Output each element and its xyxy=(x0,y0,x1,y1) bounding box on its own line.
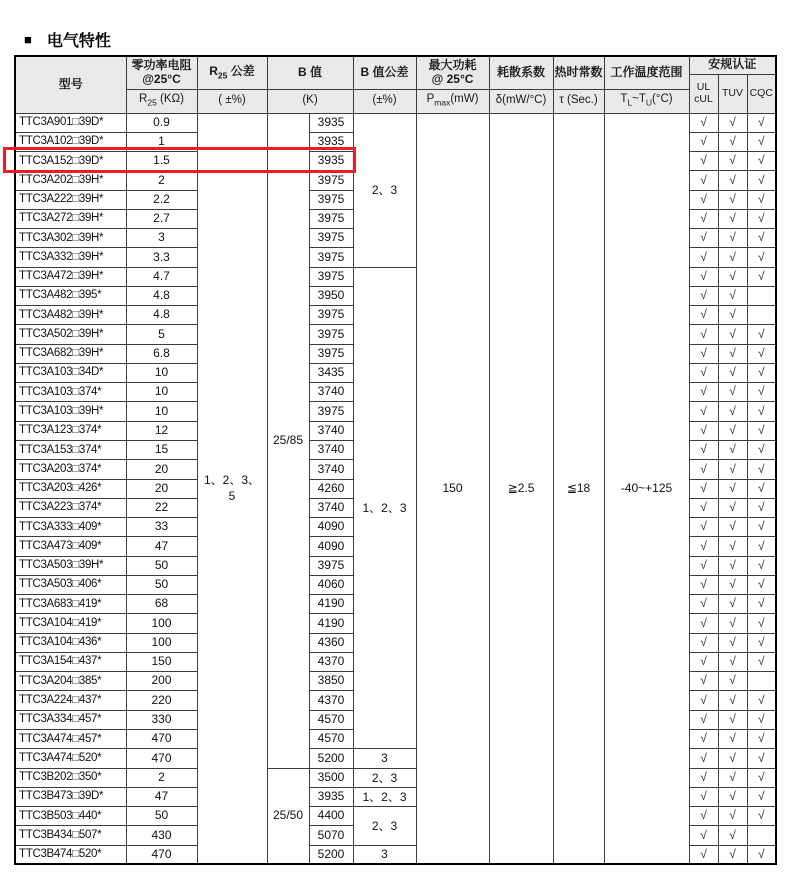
section-title-text: 电气特性 xyxy=(46,33,111,50)
cert-tuv-cell: √ xyxy=(718,171,747,190)
cert-ul-cell: √ xyxy=(689,325,718,344)
cert-tuv-cell: √ xyxy=(718,710,747,729)
cert-ul-cell: √ xyxy=(689,306,718,325)
b-value-cell: 4370 xyxy=(309,691,353,710)
cert-ul-cell: √ xyxy=(689,845,718,864)
cert-cqc-cell: √ xyxy=(747,209,776,228)
header-cert-cqc: CQC xyxy=(747,74,776,113)
b-value-cell: 3935 xyxy=(309,787,353,806)
b-value-cell: 3975 xyxy=(309,556,353,575)
cert-ul-cell: √ xyxy=(689,286,718,305)
cert-cqc-cell xyxy=(747,286,776,305)
unit-pmax: $P_{max}(mW)$ xyxy=(416,89,489,113)
header-max-power-line2: @ 25°C xyxy=(431,71,474,86)
r25-cell: 6.8 xyxy=(126,344,197,363)
header-thermal-time: 热时常数 xyxy=(553,56,604,89)
cert-cqc-cell: √ xyxy=(747,749,776,768)
b-tolerance-cell: 2、3 xyxy=(353,807,416,846)
cert-cqc-cell: √ xyxy=(747,132,776,151)
r25-cell: 15 xyxy=(126,441,197,460)
b-value-cell: 5200 xyxy=(309,749,353,768)
cert-cqc-cell: √ xyxy=(747,421,776,440)
r25-cell: 470 xyxy=(126,730,197,749)
b-test-temp-cell: 25/85 xyxy=(267,113,309,768)
header-cert-ulcul: UL cUL xyxy=(689,74,718,113)
cert-ul-cell: √ xyxy=(689,807,718,826)
r25-cell: 100 xyxy=(126,614,197,633)
model-cell: TTC3A474□520* xyxy=(15,749,126,768)
pmax-cell: 150 xyxy=(416,113,489,864)
b-value-cell: 4260 xyxy=(309,479,353,498)
r25-cell: 470 xyxy=(126,749,197,768)
model-cell: TTC3A473□409* xyxy=(15,537,126,556)
model-cell: TTC3A332□39H* xyxy=(15,248,126,267)
unit-thermal-time: τ (Sec.) xyxy=(553,89,604,113)
cert-tuv-cell: √ xyxy=(718,113,747,132)
r25-cell: 5 xyxy=(126,325,197,344)
cert-ul-cell: √ xyxy=(689,826,718,845)
cert-cqc-cell: √ xyxy=(747,614,776,633)
cert-tuv-cell: √ xyxy=(718,325,747,344)
header-cert-tuv: TUV xyxy=(718,74,747,113)
cert-tuv-cell: √ xyxy=(718,672,747,691)
b-value-cell: 3740 xyxy=(309,460,353,479)
cert-tuv-cell: √ xyxy=(718,229,747,248)
b-tolerance-cell: 3 xyxy=(353,845,416,864)
cert-tuv-cell: √ xyxy=(718,595,747,614)
r25-cell: 0.9 xyxy=(126,113,197,132)
cert-tuv-cell: √ xyxy=(718,383,747,402)
section-title xyxy=(24,28,111,51)
header-cert: 安规认证 xyxy=(689,56,776,74)
r25-cell: 4.8 xyxy=(126,286,197,305)
b-value-cell: 3740 xyxy=(309,441,353,460)
cert-cqc-cell: √ xyxy=(747,248,776,267)
cert-ul-cell: √ xyxy=(689,248,718,267)
model-cell: TTC3A103□39H* xyxy=(15,402,126,421)
cert-ul-cell: √ xyxy=(689,190,718,209)
cert-tuv-cell: √ xyxy=(718,363,747,382)
r25-cell: 4.7 xyxy=(126,267,197,286)
r25-cell: 430 xyxy=(126,826,197,845)
header-b-value: B 值 xyxy=(267,56,353,89)
model-cell: TTC3A103□34D* xyxy=(15,363,126,382)
b-value-cell: 4370 xyxy=(309,652,353,671)
cert-ul-cell: √ xyxy=(689,768,718,787)
temp-range-cell: -40~+125 xyxy=(604,113,689,864)
b-value-cell: 3975 xyxy=(309,344,353,363)
b-value-cell: 4190 xyxy=(309,595,353,614)
r25-cell: 2.7 xyxy=(126,209,197,228)
r25-cell: 47 xyxy=(126,787,197,806)
b-value-cell: 3850 xyxy=(309,672,353,691)
cert-ul-cell: √ xyxy=(689,787,718,806)
cert-cqc-cell xyxy=(747,826,776,845)
model-cell: TTC3A202□39H* xyxy=(15,171,126,190)
r25-cell: 10 xyxy=(126,383,197,402)
cert-tuv-cell: √ xyxy=(718,460,747,479)
cert-cqc-cell: √ xyxy=(747,537,776,556)
cert-tuv-cell: √ xyxy=(718,556,747,575)
b-value-cell: 3935 xyxy=(309,132,353,151)
model-cell: TTC3B473□39D* xyxy=(15,787,126,806)
r25-cell: 22 xyxy=(126,498,197,517)
r25-cell: 220 xyxy=(126,691,197,710)
b-test-temp-cell: 25/50 xyxy=(267,768,309,864)
model-cell: TTC3A123□374* xyxy=(15,421,126,440)
cert-tuv-cell: √ xyxy=(718,537,747,556)
cert-tuv-cell: √ xyxy=(718,768,747,787)
model-cell: TTC3A203□426* xyxy=(15,479,126,498)
cert-cqc-cell: √ xyxy=(747,441,776,460)
model-cell: TTC3A102□39D* xyxy=(15,132,126,151)
b-tolerance-cell: 1、2、3 xyxy=(353,787,416,806)
r25-cell: 12 xyxy=(126,421,197,440)
r25-cell: 4.8 xyxy=(126,306,197,325)
cert-tuv-cell: √ xyxy=(718,248,747,267)
cert-tuv-cell: √ xyxy=(718,498,747,517)
b-value-cell: 3935 xyxy=(309,113,353,132)
cert-ul-cell: √ xyxy=(689,209,718,228)
r25-cell: 50 xyxy=(126,556,197,575)
unit-temp-range: $T_L\sim T_U(^\circ C)$ xyxy=(604,89,689,113)
header-b-tolerance: B 值公差 xyxy=(353,56,416,89)
spec-table xyxy=(14,55,777,865)
model-cell: TTC3A503□39H* xyxy=(15,556,126,575)
cert-ul-cell: √ xyxy=(689,267,718,286)
r25-cell: 3.3 xyxy=(126,248,197,267)
cert-cqc-cell: √ xyxy=(747,344,776,363)
cert-ul-cell: √ xyxy=(689,652,718,671)
cert-cqc-cell: √ xyxy=(747,768,776,787)
unit-b-value: (K) xyxy=(267,89,353,113)
unit-r25-tolerance: ( ±%) xyxy=(197,89,267,113)
b-value-cell: 3975 xyxy=(309,325,353,344)
cert-ul-cell: √ xyxy=(689,171,718,190)
model-cell: TTC3B202□350* xyxy=(15,768,126,787)
header-r25-tolerance: $R_{25}$ 公差 xyxy=(197,56,267,89)
r25-cell: 3 xyxy=(126,229,197,248)
cert-tuv-cell: √ xyxy=(718,267,747,286)
cert-cqc-cell: √ xyxy=(747,633,776,652)
cert-cqc-cell: √ xyxy=(747,113,776,132)
cert-ul-cell: √ xyxy=(689,710,718,729)
model-cell: TTC3A474□457* xyxy=(15,730,126,749)
model-cell: TTC3A683□419* xyxy=(15,595,126,614)
header-max-power-line1: 最大功耗 xyxy=(428,57,477,72)
cert-tuv-cell: √ xyxy=(718,421,747,440)
cert-cqc-cell: √ xyxy=(747,556,776,575)
cert-cqc-cell: √ xyxy=(747,267,776,286)
b-value-cell: 4090 xyxy=(309,518,353,537)
cert-cqc-cell: √ xyxy=(747,460,776,479)
b-value-cell: 3950 xyxy=(309,286,353,305)
r25-cell: 10 xyxy=(126,402,197,421)
cert-cqc-cell: √ xyxy=(747,691,776,710)
model-cell: TTC3A472□39H* xyxy=(15,267,126,286)
header-zero-power-resistance-line1: 零功率电阻 xyxy=(131,57,192,72)
cert-cqc-cell: √ xyxy=(747,575,776,594)
cert-cqc-cell: √ xyxy=(747,710,776,729)
cert-tuv-cell: √ xyxy=(718,730,747,749)
cert-ul-cell: √ xyxy=(689,537,718,556)
cert-cqc-cell: √ xyxy=(747,518,776,537)
model-cell: TTC3A222□39H* xyxy=(15,190,126,209)
header-operating-temp: 工作温度范围 xyxy=(604,56,689,89)
model-cell: TTC3A104□419* xyxy=(15,614,126,633)
r25-cell: 2 xyxy=(126,768,197,787)
cert-tuv-cell: √ xyxy=(718,614,747,633)
cert-tuv-cell: √ xyxy=(718,286,747,305)
cert-cqc-cell: √ xyxy=(747,363,776,382)
cert-ul-cell: √ xyxy=(689,614,718,633)
square-bullet-icon: ■ xyxy=(24,32,32,47)
r25-cell: 47 xyxy=(126,537,197,556)
cert-ul-cell: √ xyxy=(689,344,718,363)
b-tolerance-cell: 3 xyxy=(353,749,416,768)
model-cell: TTC3A682□39H* xyxy=(15,344,126,363)
r25-cell: 470 xyxy=(126,845,197,864)
cert-ul-cell: √ xyxy=(689,229,718,248)
cert-tuv-cell: √ xyxy=(718,518,747,537)
cert-tuv-cell: √ xyxy=(718,209,747,228)
r25-cell: 2 xyxy=(126,171,197,190)
unit-r25: $R_{25}$ (KΩ) xyxy=(126,89,197,113)
cert-tuv-cell: √ xyxy=(718,807,747,826)
table-header xyxy=(15,56,776,113)
b-value-cell: 5200 xyxy=(309,845,353,864)
model-cell: TTC3A152□39D* xyxy=(15,152,126,171)
model-cell: TTC3B474□520* xyxy=(15,845,126,864)
r25-cell: 100 xyxy=(126,633,197,652)
unit-b-tolerance: (±%) xyxy=(353,89,416,113)
cert-cqc-cell: √ xyxy=(747,787,776,806)
model-cell: TTC3A482□395* xyxy=(15,286,126,305)
table-body xyxy=(15,113,776,864)
header-model: 型号 xyxy=(15,56,126,113)
cert-ul-cell: √ xyxy=(689,132,718,151)
thermal-time-cell: ≦18 xyxy=(553,113,604,864)
cert-ul-cell: √ xyxy=(689,402,718,421)
model-cell: TTC3A272□39H* xyxy=(15,209,126,228)
b-value-cell: 3975 xyxy=(309,267,353,286)
cert-ul-cell: √ xyxy=(689,672,718,691)
r25-cell: 1.5 xyxy=(126,152,197,171)
cert-ul-cell: √ xyxy=(689,556,718,575)
cert-cqc-cell xyxy=(747,672,776,691)
b-value-cell: 4400 xyxy=(309,807,353,826)
cert-ul-cell: √ xyxy=(689,363,718,382)
model-cell: TTC3A154□437* xyxy=(15,652,126,671)
cert-tuv-cell: √ xyxy=(718,190,747,209)
cert-ul-cell: √ xyxy=(689,575,718,594)
cert-cqc-cell: √ xyxy=(747,807,776,826)
r25-cell: 2.2 xyxy=(126,190,197,209)
cert-tuv-cell: √ xyxy=(718,652,747,671)
cert-tuv-cell: √ xyxy=(718,575,747,594)
model-cell: TTC3B503□440* xyxy=(15,807,126,826)
cert-ul-cell: √ xyxy=(689,421,718,440)
cert-tuv-cell: √ xyxy=(718,749,747,768)
b-value-cell: 3975 xyxy=(309,248,353,267)
b-value-cell: 3500 xyxy=(309,768,353,787)
b-value-cell: 4090 xyxy=(309,537,353,556)
model-cell: TTC3A502□39H* xyxy=(15,325,126,344)
r25-cell: 200 xyxy=(126,672,197,691)
model-cell: TTC3B434□507* xyxy=(15,826,126,845)
model-cell: TTC3A204□385* xyxy=(15,672,126,691)
cert-cqc-cell: √ xyxy=(747,479,776,498)
r25-cell: 150 xyxy=(126,652,197,671)
r25-cell: 330 xyxy=(126,710,197,729)
r25-cell: 68 xyxy=(126,595,197,614)
b-tolerance-cell: 1、2、3 xyxy=(353,267,416,749)
cert-cqc-cell xyxy=(747,306,776,325)
model-cell: TTC3A104□436* xyxy=(15,633,126,652)
cert-tuv-cell: √ xyxy=(718,845,747,864)
r25-cell: 1 xyxy=(126,132,197,151)
header-max-power xyxy=(416,56,489,89)
cert-cqc-cell: √ xyxy=(747,325,776,344)
cert-ul-cell: √ xyxy=(689,383,718,402)
model-cell: TTC3A223□374* xyxy=(15,498,126,517)
b-value-cell: 3740 xyxy=(309,421,353,440)
r25-cell: 20 xyxy=(126,479,197,498)
b-value-cell: 3975 xyxy=(309,306,353,325)
r25-cell: 50 xyxy=(126,807,197,826)
b-tolerance-cell: 2、3 xyxy=(353,113,416,267)
cert-tuv-cell: √ xyxy=(718,402,747,421)
header-zero-power-resistance-line2: @25°C xyxy=(142,71,181,86)
model-cell: TTC3A302□39H* xyxy=(15,229,126,248)
cert-ul-cell: √ xyxy=(689,595,718,614)
cert-cqc-cell: √ xyxy=(747,845,776,864)
b-value-cell: 3935 xyxy=(309,152,353,171)
cert-tuv-cell: √ xyxy=(718,633,747,652)
header-dissipation: 耗散系数 xyxy=(489,56,553,89)
model-cell: TTC3A334□457* xyxy=(15,710,126,729)
b-tolerance-cell: 2、3 xyxy=(353,768,416,787)
b-value-cell: 4190 xyxy=(309,614,353,633)
b-value-cell: 4570 xyxy=(309,710,353,729)
cert-ul-cell: √ xyxy=(689,518,718,537)
cert-ul-cell: √ xyxy=(689,498,718,517)
cert-tuv-cell: √ xyxy=(718,691,747,710)
cert-cqc-cell: √ xyxy=(747,595,776,614)
cert-ul-cell: √ xyxy=(689,152,718,171)
cert-ul-cell: √ xyxy=(689,113,718,132)
model-cell: TTC3A333□409* xyxy=(15,518,126,537)
unit-dissipation: δ(mW/°C) xyxy=(489,89,553,113)
cert-ul-cell: √ xyxy=(689,460,718,479)
cert-cqc-cell: √ xyxy=(747,152,776,171)
b-value-cell: 3740 xyxy=(309,498,353,517)
r25-tolerance-cell: 1、2、3、5 xyxy=(197,113,267,864)
cert-ul-cell: √ xyxy=(689,691,718,710)
model-cell: TTC3A203□374* xyxy=(15,460,126,479)
cert-cqc-cell: √ xyxy=(747,383,776,402)
b-value-cell: 4360 xyxy=(309,633,353,652)
cert-ul-cell: √ xyxy=(689,749,718,768)
cert-tuv-cell: √ xyxy=(718,152,747,171)
b-value-cell: 4060 xyxy=(309,575,353,594)
cert-tuv-cell: √ xyxy=(718,344,747,363)
b-value-cell: 3740 xyxy=(309,383,353,402)
model-cell: TTC3A153□374* xyxy=(15,441,126,460)
model-cell: TTC3A224□437* xyxy=(15,691,126,710)
cert-tuv-cell: √ xyxy=(718,441,747,460)
cert-cqc-cell: √ xyxy=(747,190,776,209)
cert-cqc-cell: √ xyxy=(747,730,776,749)
cert-cqc-cell: √ xyxy=(747,402,776,421)
cert-ul-cell: √ xyxy=(689,479,718,498)
cert-tuv-cell: √ xyxy=(718,787,747,806)
cert-ul-cell: √ xyxy=(689,441,718,460)
b-value-cell: 3975 xyxy=(309,229,353,248)
cert-cqc-cell: √ xyxy=(747,652,776,671)
b-value-cell: 3975 xyxy=(309,171,353,190)
cert-tuv-cell: √ xyxy=(718,826,747,845)
r25-cell: 33 xyxy=(126,518,197,537)
cert-ul-cell: √ xyxy=(689,730,718,749)
cert-ul-cell: √ xyxy=(689,633,718,652)
model-cell: TTC3A901□39D* xyxy=(15,113,126,132)
cert-tuv-cell: √ xyxy=(718,479,747,498)
b-value-cell: 3435 xyxy=(309,363,353,382)
model-cell: TTC3A103□374* xyxy=(15,383,126,402)
header-zero-power-resistance xyxy=(126,56,197,89)
b-value-cell: 3975 xyxy=(309,402,353,421)
model-cell: TTC3A482□39H* xyxy=(15,306,126,325)
cert-tuv-cell: √ xyxy=(718,132,747,151)
table-row xyxy=(15,113,776,132)
b-value-cell: 3975 xyxy=(309,209,353,228)
model-cell: TTC3A503□406* xyxy=(15,575,126,594)
r25-cell: 20 xyxy=(126,460,197,479)
cert-cqc-cell: √ xyxy=(747,229,776,248)
cert-cqc-cell: √ xyxy=(747,498,776,517)
r25-cell: 50 xyxy=(126,575,197,594)
cert-cqc-cell: √ xyxy=(747,171,776,190)
cert-tuv-cell: √ xyxy=(718,306,747,325)
b-value-cell: 3975 xyxy=(309,190,353,209)
r25-cell: 10 xyxy=(126,363,197,382)
dissipation-cell: ≧2.5 xyxy=(489,113,553,864)
b-value-cell: 5070 xyxy=(309,826,353,845)
b-value-cell: 4570 xyxy=(309,730,353,749)
